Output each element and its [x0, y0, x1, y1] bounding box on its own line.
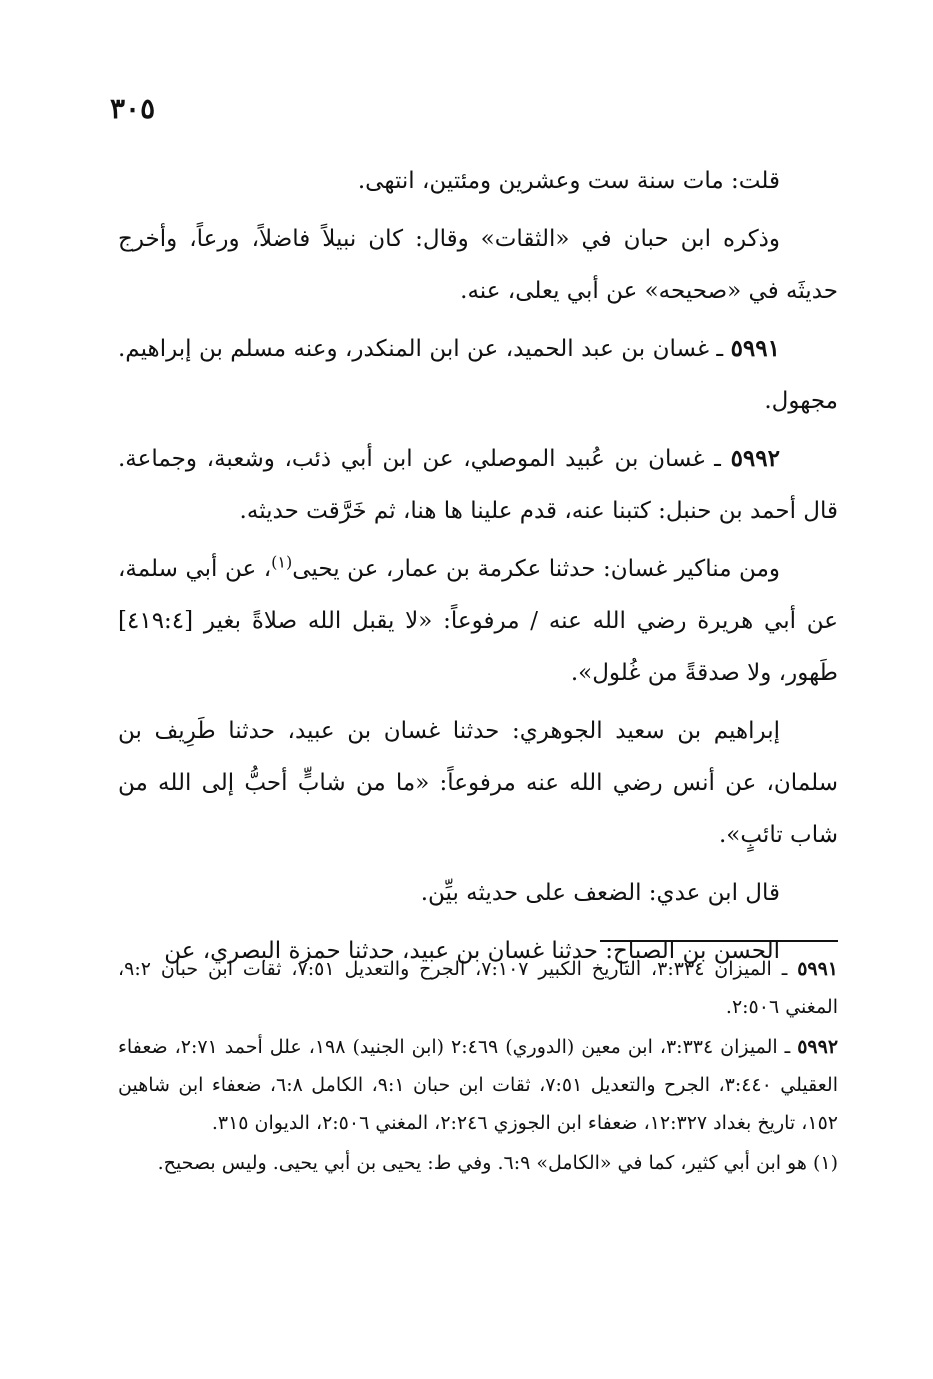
- paragraph-text: ومن مناكير غسان: حدثنا عكرمة بن عمار، عن يحيى: [292, 556, 780, 582]
- footnote-text: ـ الميزان ٣:٣٣٤، ابن معين (الدوري) ٢:٤٦٩ (ابن الجنيد) ١٩٨، علل أحمد ٢:٧١، ضعفاء العقيلي ٣:٤٤٠، الجرح والتعديل ٧:٥١، ثقات ابن حبان ٩:١، الكامل ٦:٨، ضعفاء ابن شاهين ١٥٢، تاريخ بغداد ١٢:٣٢٧، ضعفاء ابن الجوزي ٢:٢٤٦، المغني ٢:٥٠٦، الديوان ٣١٥.: [118, 1036, 838, 1134]
- paragraph-ibn-hibban: وذكره ابن حبان في «الثقات» وقال: كان نبيلاً فاضلاً، ورعاً، وأخرج حديثَه في «صحيحه» عن أبي يعلى، عنه.: [118, 226, 838, 304]
- entry-5991: [118, 323, 838, 427]
- footnote-separator: [600, 940, 838, 942]
- footnote-text: ـ الميزان ٣:٣٣٤، التاريخ الكبير ٧:١٠٧، الجرح والتعديل ٧:٥١، ثقات ابن حبان ٩:٢، المغني ٢:٥٠٦.: [118, 958, 838, 1018]
- footnotes: [118, 950, 838, 1184]
- paragraph-text: ، عن أبي سلمة، عن أبي هريرة رضي الله عنه / مرفوعاً: «لا يقبل الله صلاةً بغير: [118, 556, 838, 634]
- paragraph-jawhari: إبراهيم بن سعيد الجوهري: حدثنا غسان بن عبيد، حدثنا طَرِيف بن سلمان، عن أنس رضي الله عنه مرفوعاً: «ما من شابٍّ أحبُّ إلى الله من شاب تائبٍ».: [118, 718, 838, 848]
- entry-5992: [118, 433, 838, 537]
- footnote-5991: [118, 950, 838, 1026]
- paragraph-ibn-adi: قال ابن عدي: الضعف على حديثه بيِّن.: [420, 880, 780, 906]
- entry-number: ٥٩٩٢: [730, 445, 780, 472]
- paragraph-death-note: قلت: مات سنة ست وعشرين ومئتين، انتهى.: [357, 168, 780, 194]
- footnote-5992: [118, 1028, 838, 1142]
- footnote-text: هو ابن أبي كثير، كما في «الكامل» ٦:٩. وفي ط: يحيى بن أبي يحيى. وليس بصحيح.: [157, 1152, 813, 1174]
- footnote-number: ٥٩٩١: [797, 958, 839, 980]
- entry-number: ٥٩٩١: [730, 335, 780, 362]
- footnote-marker: (١): [271, 552, 293, 572]
- paragraph-manakir: [118, 543, 838, 699]
- footnote-number: (١): [812, 1152, 838, 1174]
- footnote-number: ٥٩٩٢: [797, 1036, 839, 1058]
- main-text: [118, 155, 838, 983]
- margin-reference: [٤١٩:٤]: [118, 608, 194, 634]
- paragraph-text: طَهور، ولا صدقةً من غُلول».: [570, 660, 838, 686]
- entry-text: ـ غسان بن عُبيد الموصلي، عن ابن أبي ذئب، وشعبة، وجماعة. قال أحمد بن حنبل: كتبنا عنه، قدم علينا ها هنا، ثم خَرَّقت حديثه.: [118, 446, 838, 524]
- page-number: ٣٠٥: [110, 92, 156, 125]
- footnote-1: [118, 1144, 838, 1182]
- paragraph-hasan: الحسن بن الصباح: حدثنا غسان بن عبيد، حدثنا حمزة البصري، عن: [164, 938, 780, 964]
- entry-text: ـ غسان بن عبد الحميد، عن ابن المنكدر، وعنه مسلم بن إبراهيم. مجهول.: [118, 336, 838, 414]
